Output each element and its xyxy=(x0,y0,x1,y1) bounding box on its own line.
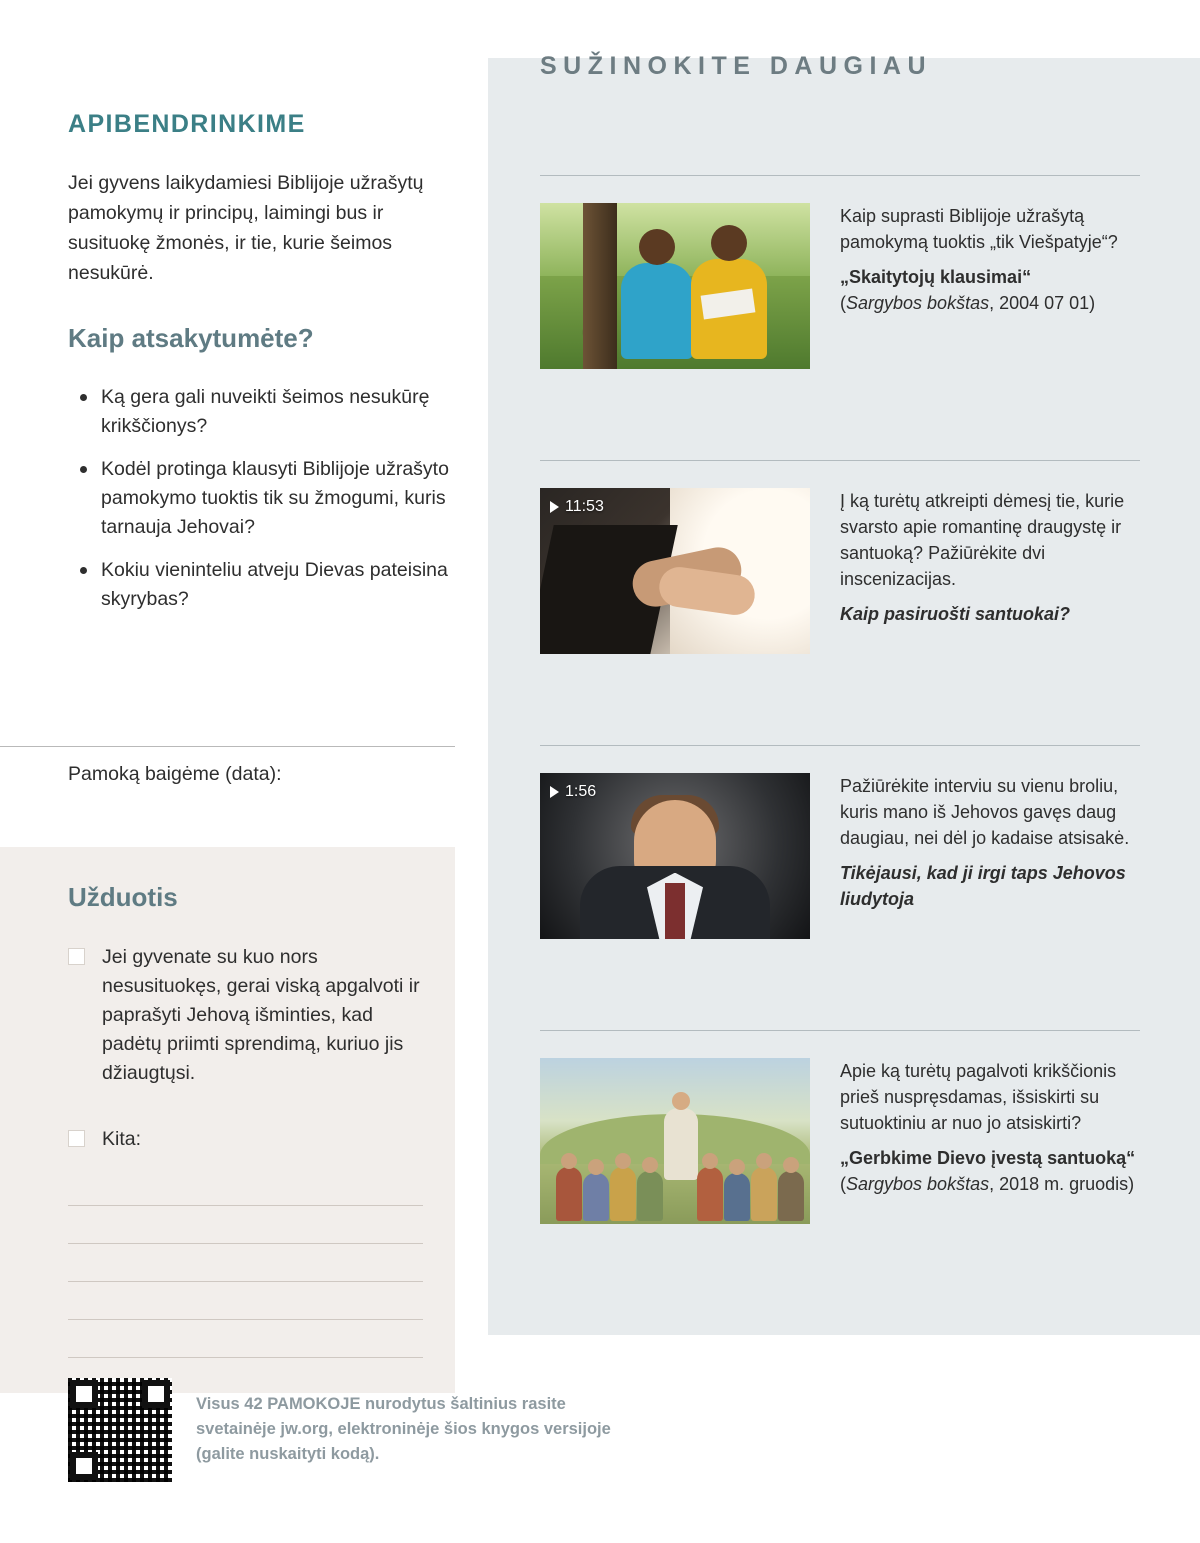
task-box xyxy=(0,847,455,1393)
task-item-label: Jei gyvenate su kuo nors nesusituokęs, gerai viską apgalvoti ir paprašyti Jehovą išminties, kad padėtų priimti sprendimą, kuriuo jis džiaugtųsi. xyxy=(102,946,420,1084)
entry-question: Kaip suprasti Biblijoje užrašytą pamokymą tuoktis „tik Viešpatyje“? xyxy=(840,206,1118,252)
task-checkbox-row-other[interactable] xyxy=(68,1125,428,1154)
checkbox-icon[interactable] xyxy=(68,948,85,965)
divider xyxy=(540,1030,1140,1031)
lesson-completed-label: Pamoką baigėme (data): xyxy=(68,763,282,785)
summary-paragraph: Jei gyvens laikydamiesi Biblijoje užrašytų pamokymų ir principų, laimingi bus ir susituokę žmonės, ir tie, kurie šeimos nesukūrė. xyxy=(68,172,424,284)
checkbox-icon[interactable] xyxy=(68,1130,85,1147)
review-question-list xyxy=(68,383,463,628)
list-item: Kokiu vieninteliu atveju Dievas pateisina skyrybas? xyxy=(68,556,463,614)
how-would-you-answer-heading: Kaip atsakytumėte? xyxy=(68,323,314,353)
summary-column xyxy=(0,58,488,1335)
entry-source-rest: , 2004 07 01) xyxy=(989,293,1096,313)
list-item: Kodėl protinga klausyti Biblijoje užrašyto pamokymo tuoktis tik su žmogumi, kuris tarnauja Jehovai? xyxy=(68,455,463,542)
play-icon xyxy=(550,786,559,798)
write-line[interactable] xyxy=(68,1281,423,1282)
divider xyxy=(0,746,455,747)
entry-question: Į ką turėtų atkreipti dėmesį tie, kurie svarsto apie romantinę draugystę ir santuoką? Pažiūrėkite dvi inscenizacijas. xyxy=(840,491,1125,589)
summary-heading: APIBENDRINKIME xyxy=(68,110,306,138)
write-line[interactable] xyxy=(68,1205,423,1206)
play-icon xyxy=(550,501,559,513)
footer-note: Visus 42 PAMOKOJE nurodytus šaltinius rasite svetainėje jw.org, elektroninėje šios knygos versijoje (galite nuskaityti kodą). xyxy=(196,1395,611,1463)
entry-title[interactable]: „Skaitytojų klausimai“ xyxy=(840,267,1032,287)
entry-title[interactable]: Tikėjausi, kad ji irgi taps Jehovos liudytoja xyxy=(840,863,1126,909)
divider xyxy=(540,175,1140,176)
task-heading: Užduotis xyxy=(68,882,178,912)
divider xyxy=(540,460,1140,461)
duration-label: 1:56 xyxy=(565,783,597,800)
learn-more-heading: SUŽINOKITE DAUGIAU xyxy=(540,52,932,80)
write-line[interactable] xyxy=(68,1357,423,1358)
entry-source-italic: Sargybos bokštas xyxy=(846,293,990,313)
wedding-hands-image[interactable] xyxy=(540,488,810,654)
task-checkbox-row[interactable] xyxy=(68,943,428,1088)
entry-source-rest: , 2018 m. gruodis) xyxy=(989,1174,1135,1194)
video-duration-badge xyxy=(550,783,596,801)
man-interview-portrait-image[interactable] xyxy=(540,773,810,939)
task-item-label: Kita: xyxy=(102,1128,142,1150)
qr-code-icon[interactable] xyxy=(68,1378,172,1482)
jesus-teaching-crowd-image[interactable] xyxy=(540,1058,810,1224)
write-line[interactable] xyxy=(68,1319,423,1320)
entry-title[interactable]: „Gerbkime Dievo įvestą santuoką“ xyxy=(840,1148,1136,1168)
write-line[interactable] xyxy=(68,1243,423,1244)
entry-text xyxy=(840,488,1140,627)
entry-text: Kaip suprasti Biblijoje užrašytą pamokymą tuoktis „tik Viešpatyje“? „Skaitytojų klausimai“ (Sargybos bokštas, 2004 07 01) xyxy=(840,203,1140,316)
entry-text xyxy=(840,773,1140,912)
video-duration-badge xyxy=(550,498,604,516)
list-item: Ką gera gali nuveikti šeimos nesukūrę krikščionys? xyxy=(68,383,463,441)
divider xyxy=(540,745,1140,746)
entry-source-italic: Sargybos bokštas xyxy=(846,1174,990,1194)
entry-text: Apie ką turėtų pagalvoti krikščionis prieš nuspręsdamas, išsiskirti su sutuoktiniu ar nuo jo atsiskirti? „Gerbkime Dievo įvestą santuoką“ (Sargybos bokštas, 2018 m. gruodis) xyxy=(840,1058,1140,1197)
entry-question: Apie ką turėtų pagalvoti krikščionis prieš nuspręsdamas, išsiskirti su sutuoktiniu ar nuo jo atsiskirti? xyxy=(840,1061,1117,1133)
couple-reading-outdoors-image[interactable] xyxy=(540,203,810,369)
entry-question: Pažiūrėkite interviu su vienu broliu, kuris mano iš Jehovos gavęs daug daugiau, nei dėl jo kadaise atsisakė. xyxy=(840,776,1130,848)
duration-label: 11:53 xyxy=(565,498,604,515)
entry-title[interactable]: Kaip pasiruošti santuokai? xyxy=(840,604,1071,624)
